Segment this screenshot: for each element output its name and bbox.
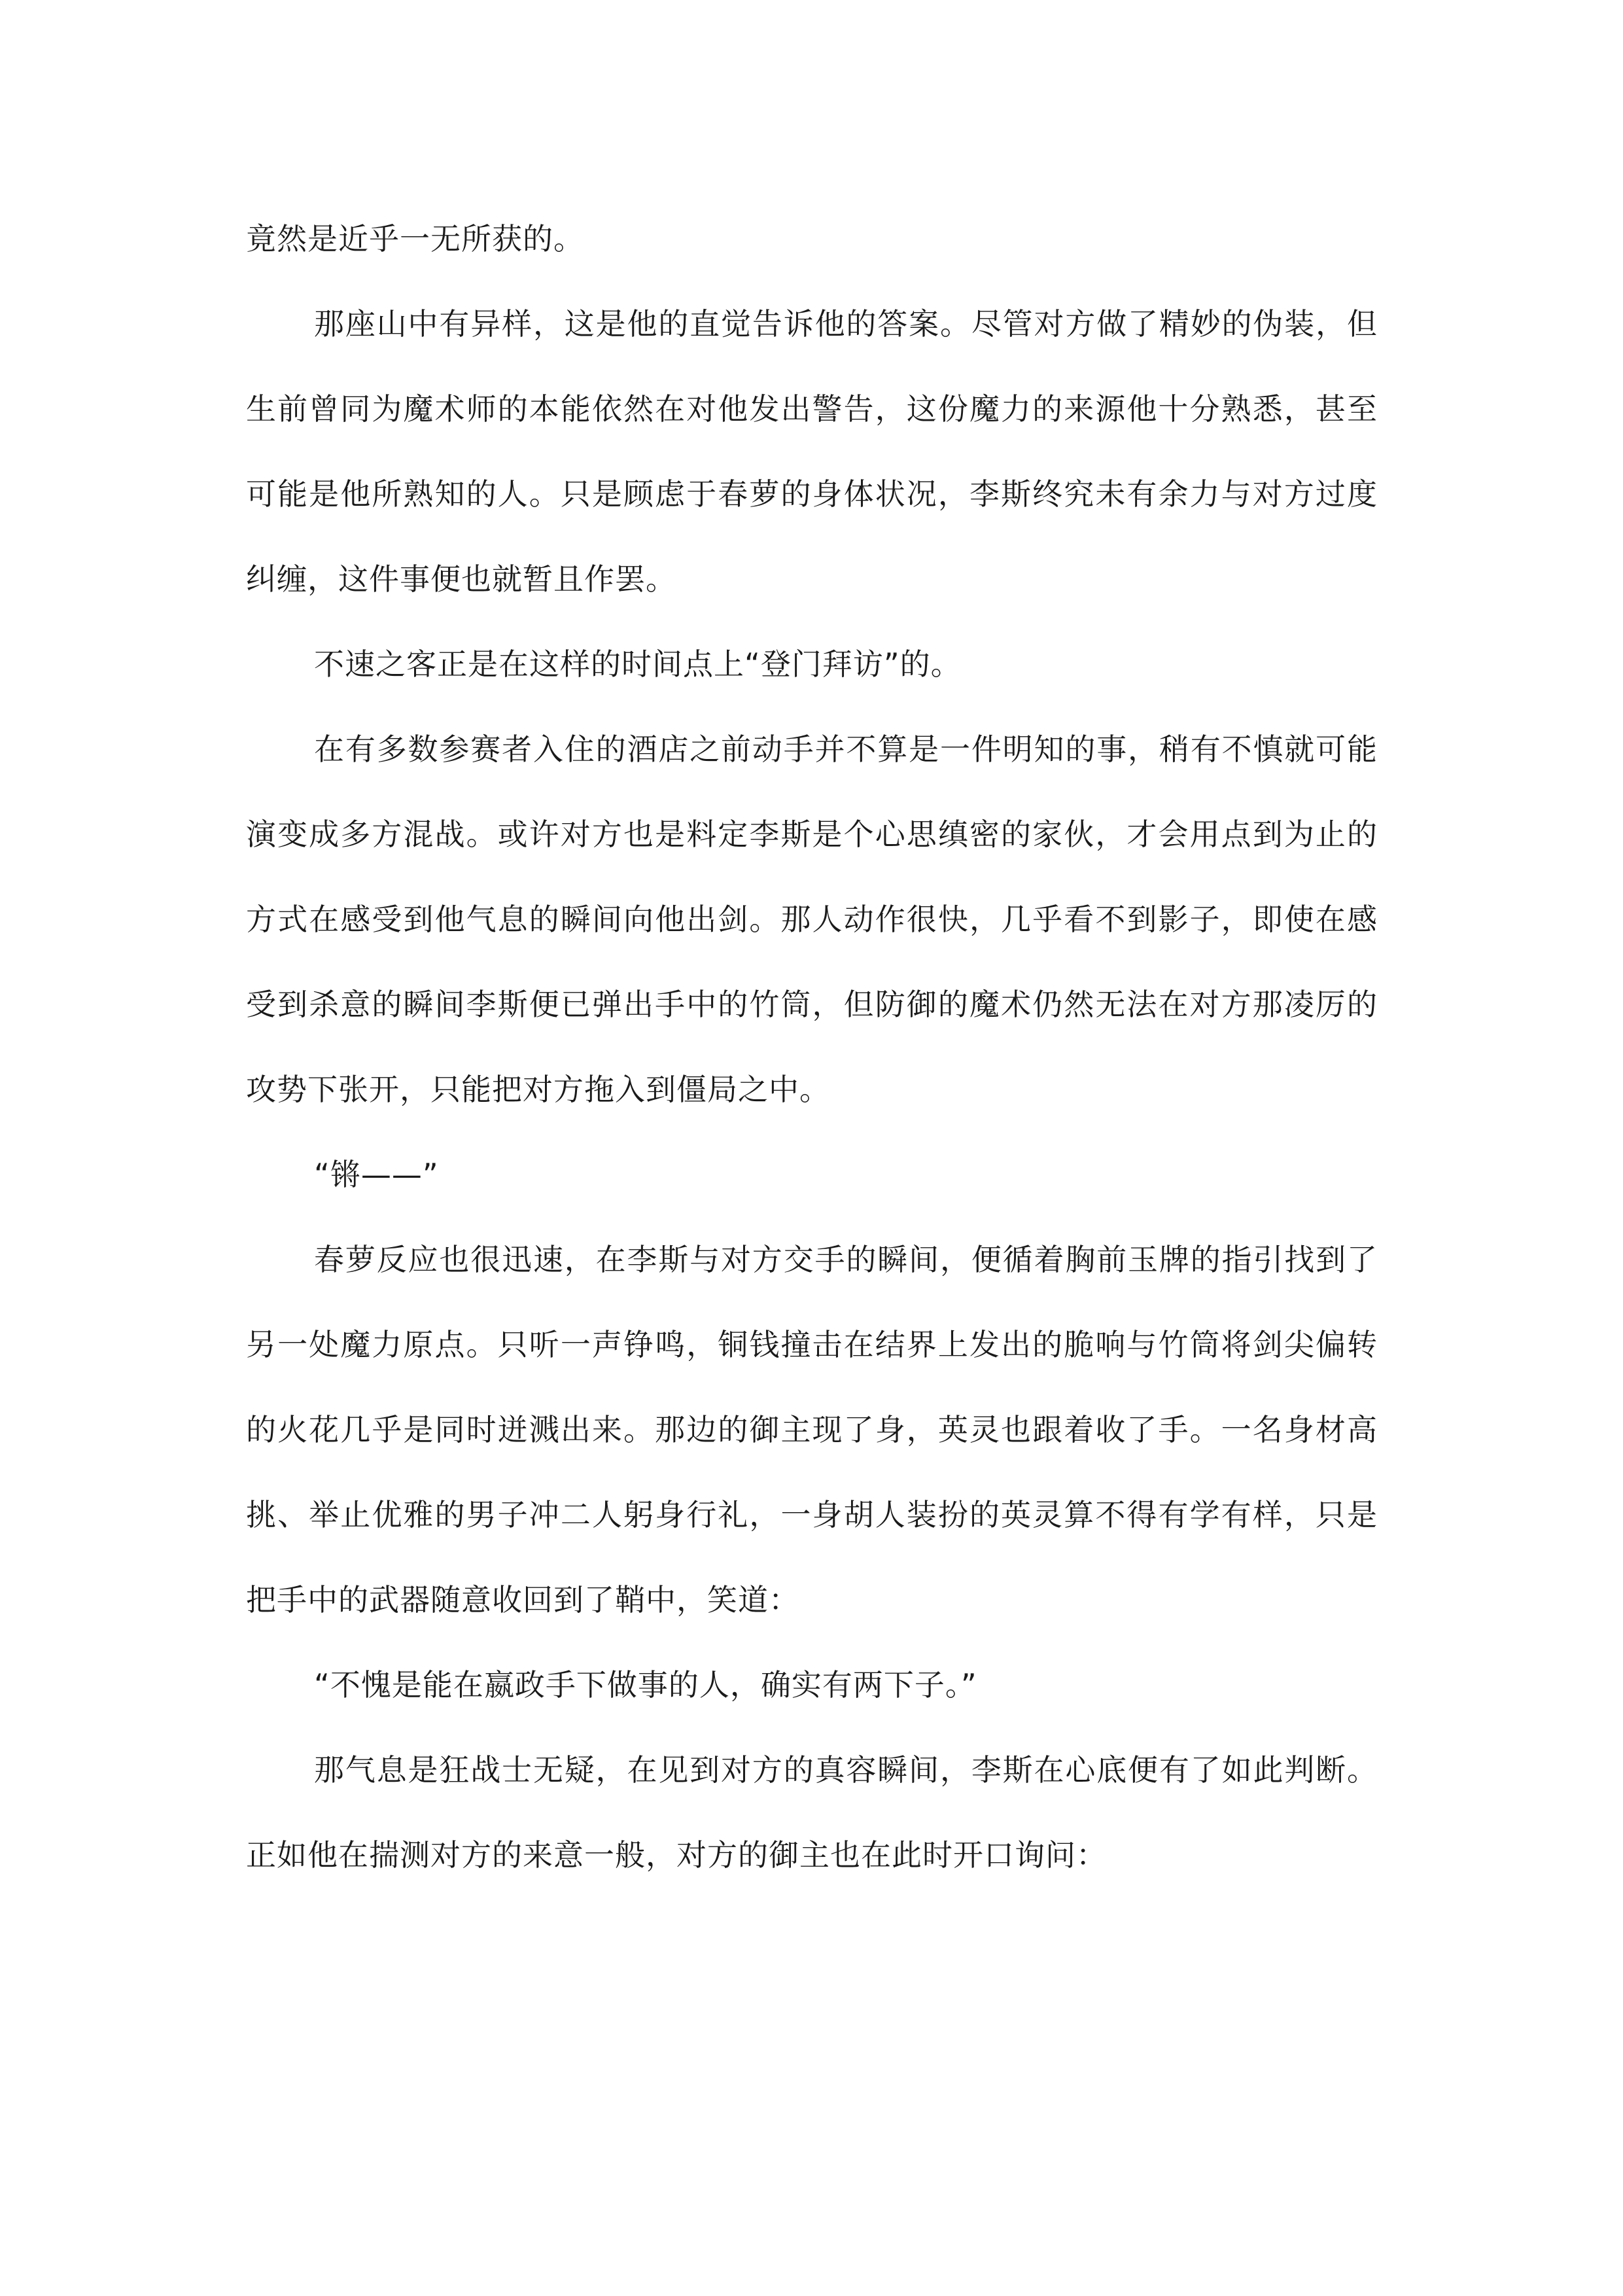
paragraph-7: “不愧是能在嬴政手下做事的人，确实有两下子。” <box>314 1667 977 1703</box>
paragraph-1: 竟然是近乎一无所获的。 <box>246 221 584 256</box>
document-body <box>246 196 1378 1898</box>
paragraph-4: 在有多数参赛者入住的酒店之前动手并不算是一件明知的事，稍有不慎就可能演变成多方混战。或许对方也是料定李斯是个心思缜密的家伙，才会用点到为止的方式在感受到他气息的瞬间向他出剑。那人动作很快，几乎看不到影子，即使在感受到杀意的瞬间李斯便已弹出手中的竹筒，但防御的魔术仍然无法在对方那凌厉的攻势下张开，只能把对方拖入到僵局之中。 <box>246 732 1378 1107</box>
paragraph-5: “锵——” <box>314 1157 439 1192</box>
paragraph-8: 那气息是狂战士无疑，在见到对方的真容瞬间，李斯在心底便有了如此判断。正如他在揣测对方的来意一般，对方的御主也在此时开口询问： <box>246 1752 1378 1873</box>
paragraph-6: 春萝反应也很迅速，在李斯与对方交手的瞬间，便循着胸前玉牌的指引找到了另一处魔力原点。只听一声铮鸣，铜钱撞击在结界上发出的脆响与竹筒将剑尖偏转的火花几乎是同时迸溅出来。那边的御主现了身，英灵也跟着收了手。一名身材高挑、举止优雅的男子冲二人躬身行礼，一身胡人装扮的英灵算不得有学有样，只是把手中的武器随意收回到了鞘中，笑道： <box>246 1242 1378 1617</box>
paragraph-3: 不速之客正是在这样的时间点上“登门拜访”的。 <box>314 646 962 682</box>
paragraph-2: 那座山中有异样，这是他的直觉告诉他的答案。尽管对方做了精妙的伪装，但生前曾同为魔术师的本能依然在对他发出警告，这份魔力的来源他十分熟悉，甚至可能是他所熟知的人。只是顾虑于春萝的身体状况，李斯终究未有余力与对方过度纠缠，这件事便也就暂且作罢。 <box>246 306 1378 597</box>
